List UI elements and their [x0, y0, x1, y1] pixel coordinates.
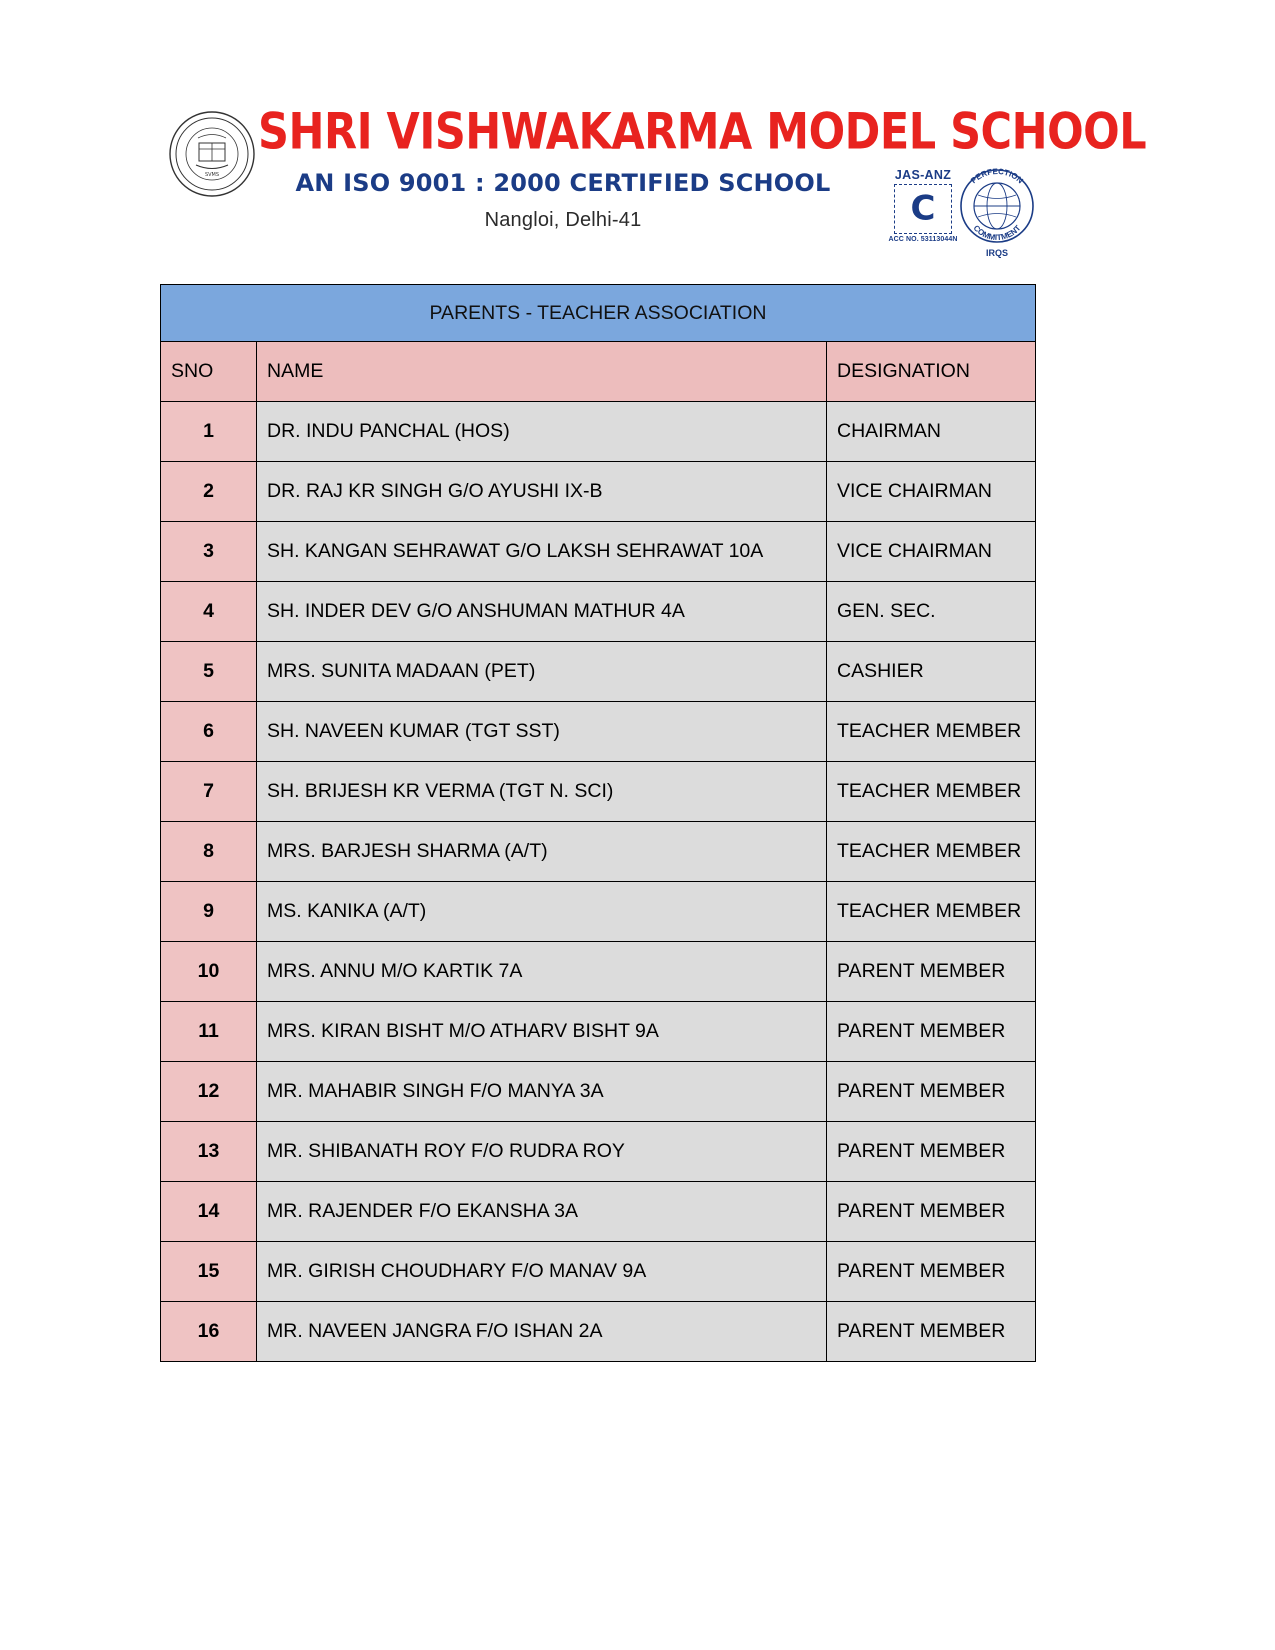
- cell-designation: PARENT MEMBER: [827, 1062, 1036, 1122]
- table-row: [161, 702, 1036, 762]
- cell-sno: 13: [161, 1122, 257, 1182]
- table-row: [161, 582, 1036, 642]
- cell-designation: VICE CHAIRMAN: [827, 462, 1036, 522]
- cell-sno: 7: [161, 762, 257, 822]
- cell-sno: 16: [161, 1302, 257, 1362]
- cell-designation: TEACHER MEMBER: [827, 762, 1036, 822]
- table-header-row: [161, 342, 1036, 402]
- cell-sno: 6: [161, 702, 257, 762]
- table-row: [161, 522, 1036, 582]
- cell-sno: 4: [161, 582, 257, 642]
- cell-designation: PARENT MEMBER: [827, 942, 1036, 1002]
- cell-name: MR. MAHABIR SINGH F/O MANYA 3A: [257, 1062, 827, 1122]
- cell-sno: 5: [161, 642, 257, 702]
- cell-designation: VICE CHAIRMAN: [827, 522, 1036, 582]
- cell-name: MRS. ANNU M/O KARTIK 7A: [257, 942, 827, 1002]
- table-row: [161, 1002, 1036, 1062]
- jasanz-letter: C: [910, 188, 936, 229]
- cell-designation: PARENT MEMBER: [827, 1242, 1036, 1302]
- cell-name: MR. NAVEEN JANGRA F/O ISHAN 2A: [257, 1302, 827, 1362]
- cell-designation: PARENT MEMBER: [827, 1182, 1036, 1242]
- table-row: [161, 942, 1036, 1002]
- cell-sno: 8: [161, 822, 257, 882]
- column-header-sno: SNO: [161, 342, 257, 402]
- cell-name: SH. BRIJESH KR VERMA (TGT N. SCI): [257, 762, 827, 822]
- school-address: Nangloi, Delhi-41: [484, 209, 642, 231]
- cell-sno: 11: [161, 1002, 257, 1062]
- globe-certification-icon: [958, 164, 1036, 264]
- cell-name: MR. SHIBANATH ROY F/O RUDRA ROY: [257, 1122, 827, 1182]
- cell-sno: 14: [161, 1182, 257, 1242]
- cell-sno: 12: [161, 1062, 257, 1122]
- table-row: [161, 642, 1036, 702]
- cell-name: MRS. BARJESH SHARMA (A/T): [257, 822, 827, 882]
- table-row: [161, 462, 1036, 522]
- svg-text:IRQS: IRQS: [985, 248, 1009, 258]
- cell-name: MR. RAJENDER F/O EKANSHA 3A: [257, 1182, 827, 1242]
- cell-name: DR. RAJ KR SINGH G/O AYUSHI IX-B: [257, 462, 827, 522]
- cell-sno: 3: [161, 522, 257, 582]
- cell-sno: 15: [161, 1242, 257, 1302]
- table-row: [161, 1122, 1036, 1182]
- iso-certification-line: AN ISO 9001 : 2000 CERTIFIED SCHOOL: [295, 169, 831, 197]
- pta-table-body: [161, 285, 1036, 1362]
- table-row: [161, 762, 1036, 822]
- cell-designation: CASHIER: [827, 642, 1036, 702]
- table-banner-row: [161, 285, 1036, 342]
- cell-designation: PARENT MEMBER: [827, 1302, 1036, 1362]
- certification-marks: [886, 168, 1036, 268]
- table-row: [161, 402, 1036, 462]
- document-header: [0, 0, 1275, 265]
- column-header-designation: DESIGNATION: [827, 342, 1036, 402]
- cell-designation: PARENT MEMBER: [827, 1122, 1036, 1182]
- cell-sno: 9: [161, 882, 257, 942]
- cell-designation: TEACHER MEMBER: [827, 882, 1036, 942]
- school-name: SHRI VISHWAKARMA MODEL SCHOOL: [258, 103, 1147, 161]
- cell-name: SH. KANGAN SEHRAWAT G/O LAKSH SEHRAWAT 10A: [257, 522, 827, 582]
- cell-name: MS. KANIKA (A/T): [257, 882, 827, 942]
- svg-text:SVMS: SVMS: [204, 172, 220, 178]
- pta-table-container: [160, 284, 1035, 1362]
- table-row: [161, 882, 1036, 942]
- cell-sno: 1: [161, 402, 257, 462]
- table-row: [161, 822, 1036, 882]
- cell-designation: TEACHER MEMBER: [827, 822, 1036, 882]
- cell-name: SH. NAVEEN KUMAR (TGT SST): [257, 702, 827, 762]
- table-row: [161, 1062, 1036, 1122]
- table-row: [161, 1242, 1036, 1302]
- cell-name: MR. GIRISH CHOUDHARY F/O MANAV 9A: [257, 1242, 827, 1302]
- jasanz-accreditation-number: ACC NO. 53113044N: [888, 236, 958, 243]
- cell-sno: 2: [161, 462, 257, 522]
- svg-text:COMMITMENT: COMMITMENT: [971, 223, 1023, 243]
- jasanz-label: JAS-ANZ: [894, 168, 952, 182]
- svg-text:PERFECTION: PERFECTION: [969, 166, 1025, 186]
- cell-designation: TEACHER MEMBER: [827, 702, 1036, 762]
- column-header-name: NAME: [257, 342, 827, 402]
- cell-sno: 10: [161, 942, 257, 1002]
- cell-name: MRS. SUNITA MADAAN (PET): [257, 642, 827, 702]
- cell-designation: GEN. SEC.: [827, 582, 1036, 642]
- cell-designation: CHAIRMAN: [827, 402, 1036, 462]
- jasanz-box-icon: [894, 184, 952, 234]
- cell-name: SH. INDER DEV G/O ANSHUMAN MATHUR 4A: [257, 582, 827, 642]
- pta-table: [160, 284, 1036, 1362]
- cell-name: DR. INDU PANCHAL (HOS): [257, 402, 827, 462]
- table-row: [161, 1302, 1036, 1362]
- jasanz-mark: [886, 168, 960, 243]
- table-banner-title: PARENTS - TEACHER ASSOCIATION: [161, 285, 1036, 342]
- table-row: [161, 1182, 1036, 1242]
- cell-name: MRS. KIRAN BISHT M/O ATHARV BISHT 9A: [257, 1002, 827, 1062]
- cell-designation: PARENT MEMBER: [827, 1002, 1036, 1062]
- school-crest-icon: [168, 110, 256, 198]
